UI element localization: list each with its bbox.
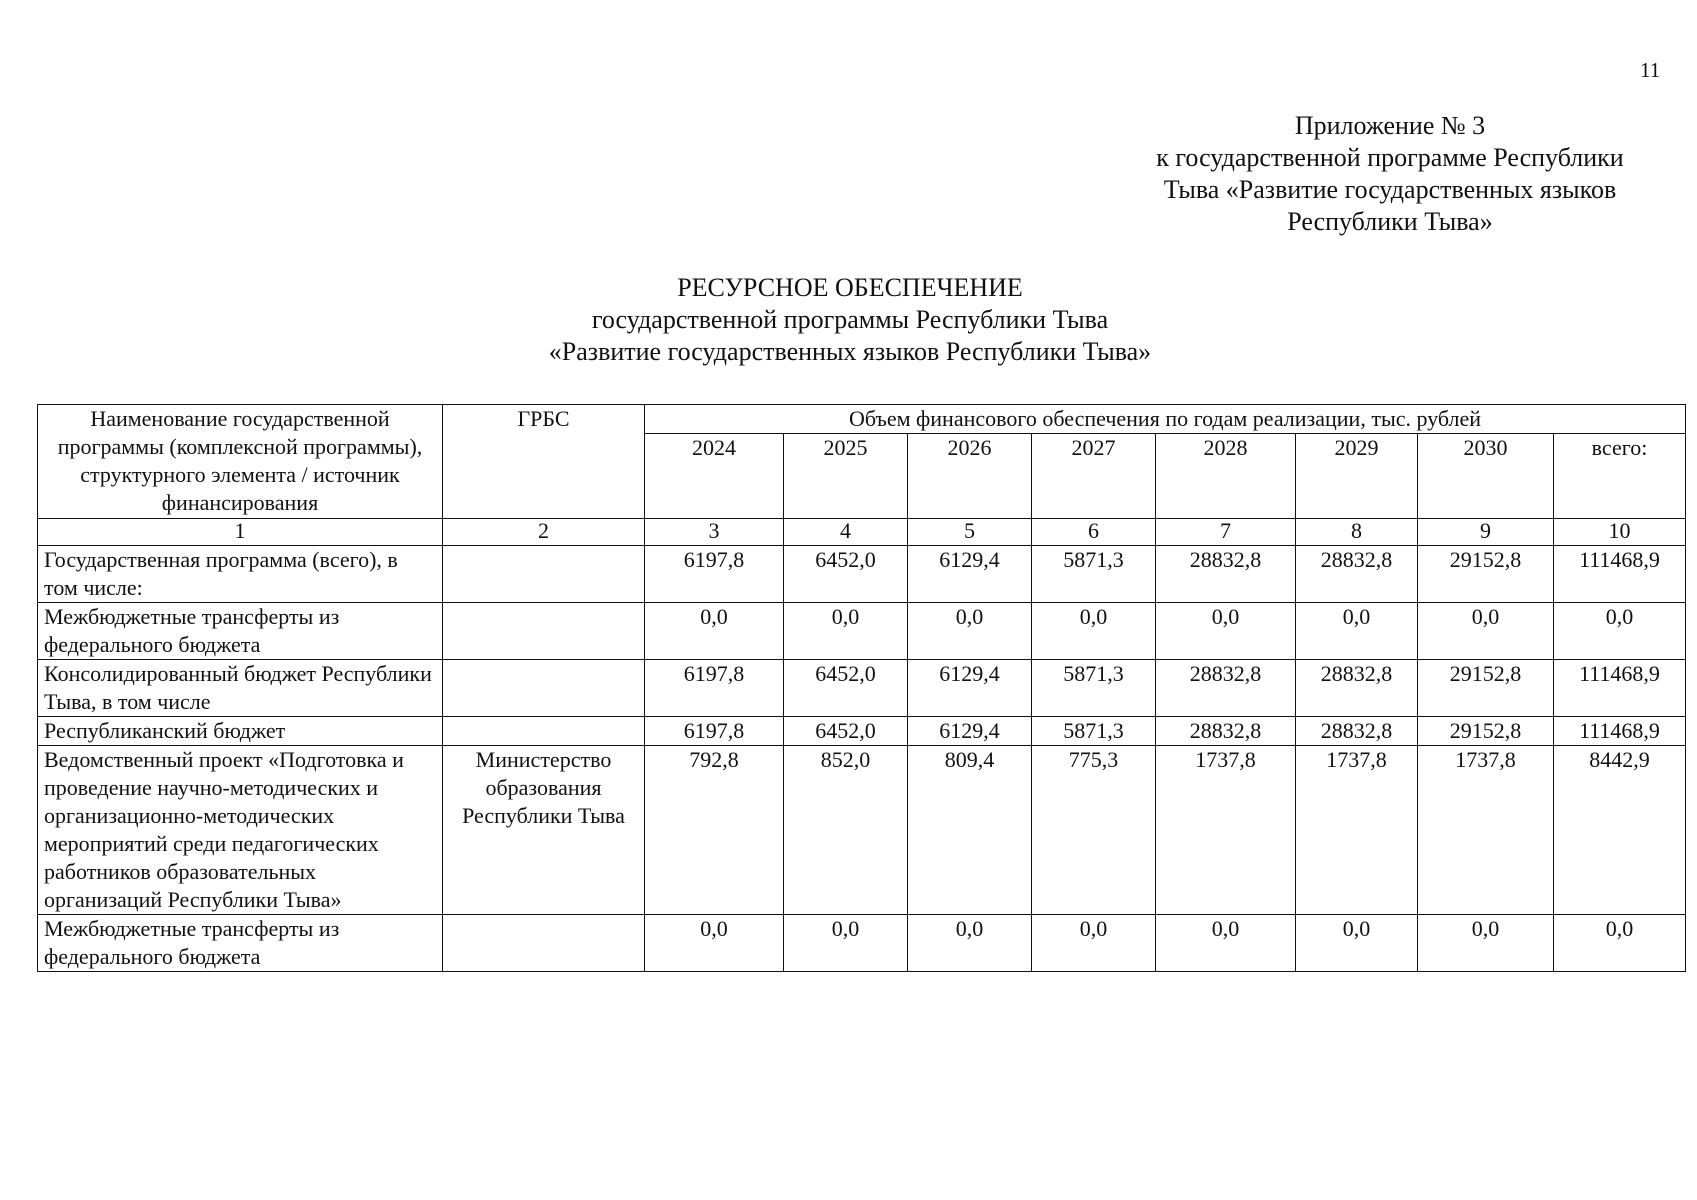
value-cell: 28832,8 bbox=[1156, 717, 1296, 746]
column-number: 1 bbox=[38, 519, 443, 546]
column-number: 5 bbox=[908, 519, 1032, 546]
column-number: 4 bbox=[784, 519, 908, 546]
title-line: «Развитие государственных языков Республики Тыва» bbox=[548, 337, 1152, 366]
value-cell: 775,3 bbox=[1032, 746, 1156, 915]
table-row bbox=[38, 546, 1686, 603]
total-cell: 111468,9 bbox=[1554, 546, 1686, 603]
header-volume: Объем финансового обеспечения по годам реализации, тыс. рублей bbox=[645, 405, 1686, 434]
value-cell: 1737,8 bbox=[1156, 746, 1296, 915]
header-year: 2025 bbox=[784, 434, 908, 519]
row-grbs bbox=[443, 717, 645, 746]
value-cell: 0,0 bbox=[645, 603, 784, 660]
value-cell: 6197,8 bbox=[645, 717, 784, 746]
value-cell: 28832,8 bbox=[1156, 660, 1296, 717]
row-grbs bbox=[443, 915, 645, 972]
table-row bbox=[38, 915, 1686, 972]
value-cell: 28832,8 bbox=[1156, 546, 1296, 603]
value-cell: 0,0 bbox=[784, 603, 908, 660]
value-cell: 6452,0 bbox=[784, 546, 908, 603]
header-name: Наименование государственной программы (комплексной программы), структурного элемента / источник финансирования bbox=[38, 405, 443, 519]
header-year: 2030 bbox=[1418, 434, 1554, 519]
total-cell: 0,0 bbox=[1554, 603, 1686, 660]
value-cell: 0,0 bbox=[1032, 603, 1156, 660]
total-cell: 8442,9 bbox=[1554, 746, 1686, 915]
row-grbs: Министерство образования Республики Тыва bbox=[443, 746, 645, 915]
value-cell: 6129,4 bbox=[908, 660, 1032, 717]
appendix-line: Приложение № 3 bbox=[1294, 111, 1486, 140]
value-cell: 29152,8 bbox=[1418, 717, 1554, 746]
value-cell: 0,0 bbox=[1156, 603, 1296, 660]
value-cell: 0,0 bbox=[908, 603, 1032, 660]
row-name: Консолидированный бюджет Республики Тыва, в том числе bbox=[38, 660, 443, 717]
value-cell: 792,8 bbox=[645, 746, 784, 915]
header-year: 2029 bbox=[1296, 434, 1418, 519]
value-cell: 28832,8 bbox=[1296, 717, 1418, 746]
row-name: Государственная программа (всего), в том числе: bbox=[38, 546, 443, 603]
appendix-note bbox=[1100, 110, 1680, 238]
value-cell: 28832,8 bbox=[1296, 660, 1418, 717]
header-year: 2027 bbox=[1032, 434, 1156, 519]
header-year: 2024 bbox=[645, 434, 784, 519]
value-cell: 0,0 bbox=[1418, 915, 1554, 972]
title-line: РЕСУРСНОЕ ОБЕСПЕЧЕНИЕ bbox=[677, 273, 1023, 302]
value-cell: 852,0 bbox=[784, 746, 908, 915]
header-grbs: ГРБС bbox=[443, 405, 645, 519]
resource-table bbox=[37, 404, 1686, 972]
column-numbers-row bbox=[38, 519, 1686, 546]
row-name: Республиканский бюджет bbox=[38, 717, 443, 746]
column-number: 8 bbox=[1296, 519, 1418, 546]
appendix-line: Тыва «Развитие государственных языков bbox=[1163, 175, 1617, 204]
value-cell: 5871,3 bbox=[1032, 717, 1156, 746]
value-cell: 0,0 bbox=[784, 915, 908, 972]
table-row bbox=[38, 746, 1686, 915]
value-cell: 6197,8 bbox=[645, 660, 784, 717]
total-cell: 111468,9 bbox=[1554, 660, 1686, 717]
total-cell: 111468,9 bbox=[1554, 717, 1686, 746]
appendix-line: Республики Тыва» bbox=[1287, 207, 1493, 236]
row-name: Межбюджетные трансферты из федерального бюджета bbox=[38, 915, 443, 972]
column-number: 10 bbox=[1554, 519, 1686, 546]
value-cell: 1737,8 bbox=[1418, 746, 1554, 915]
value-cell: 0,0 bbox=[1032, 915, 1156, 972]
header-total: всего: bbox=[1554, 434, 1686, 519]
row-name: Межбюджетные трансферты из федерального бюджета bbox=[38, 603, 443, 660]
row-grbs bbox=[443, 660, 645, 717]
value-cell: 809,4 bbox=[908, 746, 1032, 915]
table-row bbox=[38, 717, 1686, 746]
value-cell: 0,0 bbox=[645, 915, 784, 972]
column-number: 7 bbox=[1156, 519, 1296, 546]
value-cell: 0,0 bbox=[1156, 915, 1296, 972]
column-number: 2 bbox=[443, 519, 645, 546]
value-cell: 6129,4 bbox=[908, 546, 1032, 603]
column-number: 3 bbox=[645, 519, 784, 546]
value-cell: 6452,0 bbox=[784, 717, 908, 746]
header-year: 2028 bbox=[1156, 434, 1296, 519]
value-cell: 5871,3 bbox=[1032, 546, 1156, 603]
page-number: 11 bbox=[1640, 58, 1661, 82]
value-cell: 0,0 bbox=[1296, 603, 1418, 660]
value-cell: 6452,0 bbox=[784, 660, 908, 717]
column-number: 6 bbox=[1032, 519, 1156, 546]
row-grbs bbox=[443, 603, 645, 660]
table-row bbox=[38, 660, 1686, 717]
value-cell: 0,0 bbox=[908, 915, 1032, 972]
document-title bbox=[300, 272, 1400, 368]
column-number: 9 bbox=[1418, 519, 1554, 546]
appendix-line: к государственной программе Республики bbox=[1156, 143, 1624, 172]
value-cell: 5871,3 bbox=[1032, 660, 1156, 717]
value-cell: 0,0 bbox=[1296, 915, 1418, 972]
header-row bbox=[38, 405, 1686, 434]
row-name: Ведомственный проект «Подготовка и проведение научно-методических и организационно-методических мероприятий среди педагогических работников образовательных организаций Республики Тыва» bbox=[38, 746, 443, 915]
table-row bbox=[38, 603, 1686, 660]
value-cell: 0,0 bbox=[1418, 603, 1554, 660]
value-cell: 28832,8 bbox=[1296, 546, 1418, 603]
header-year: 2026 bbox=[908, 434, 1032, 519]
value-cell: 6197,8 bbox=[645, 546, 784, 603]
value-cell: 1737,8 bbox=[1296, 746, 1418, 915]
value-cell: 29152,8 bbox=[1418, 546, 1554, 603]
row-grbs bbox=[443, 546, 645, 603]
total-cell: 0,0 bbox=[1554, 915, 1686, 972]
value-cell: 29152,8 bbox=[1418, 660, 1554, 717]
title-line: государственной программы Республики Тыва bbox=[591, 305, 1109, 334]
value-cell: 6129,4 bbox=[908, 717, 1032, 746]
